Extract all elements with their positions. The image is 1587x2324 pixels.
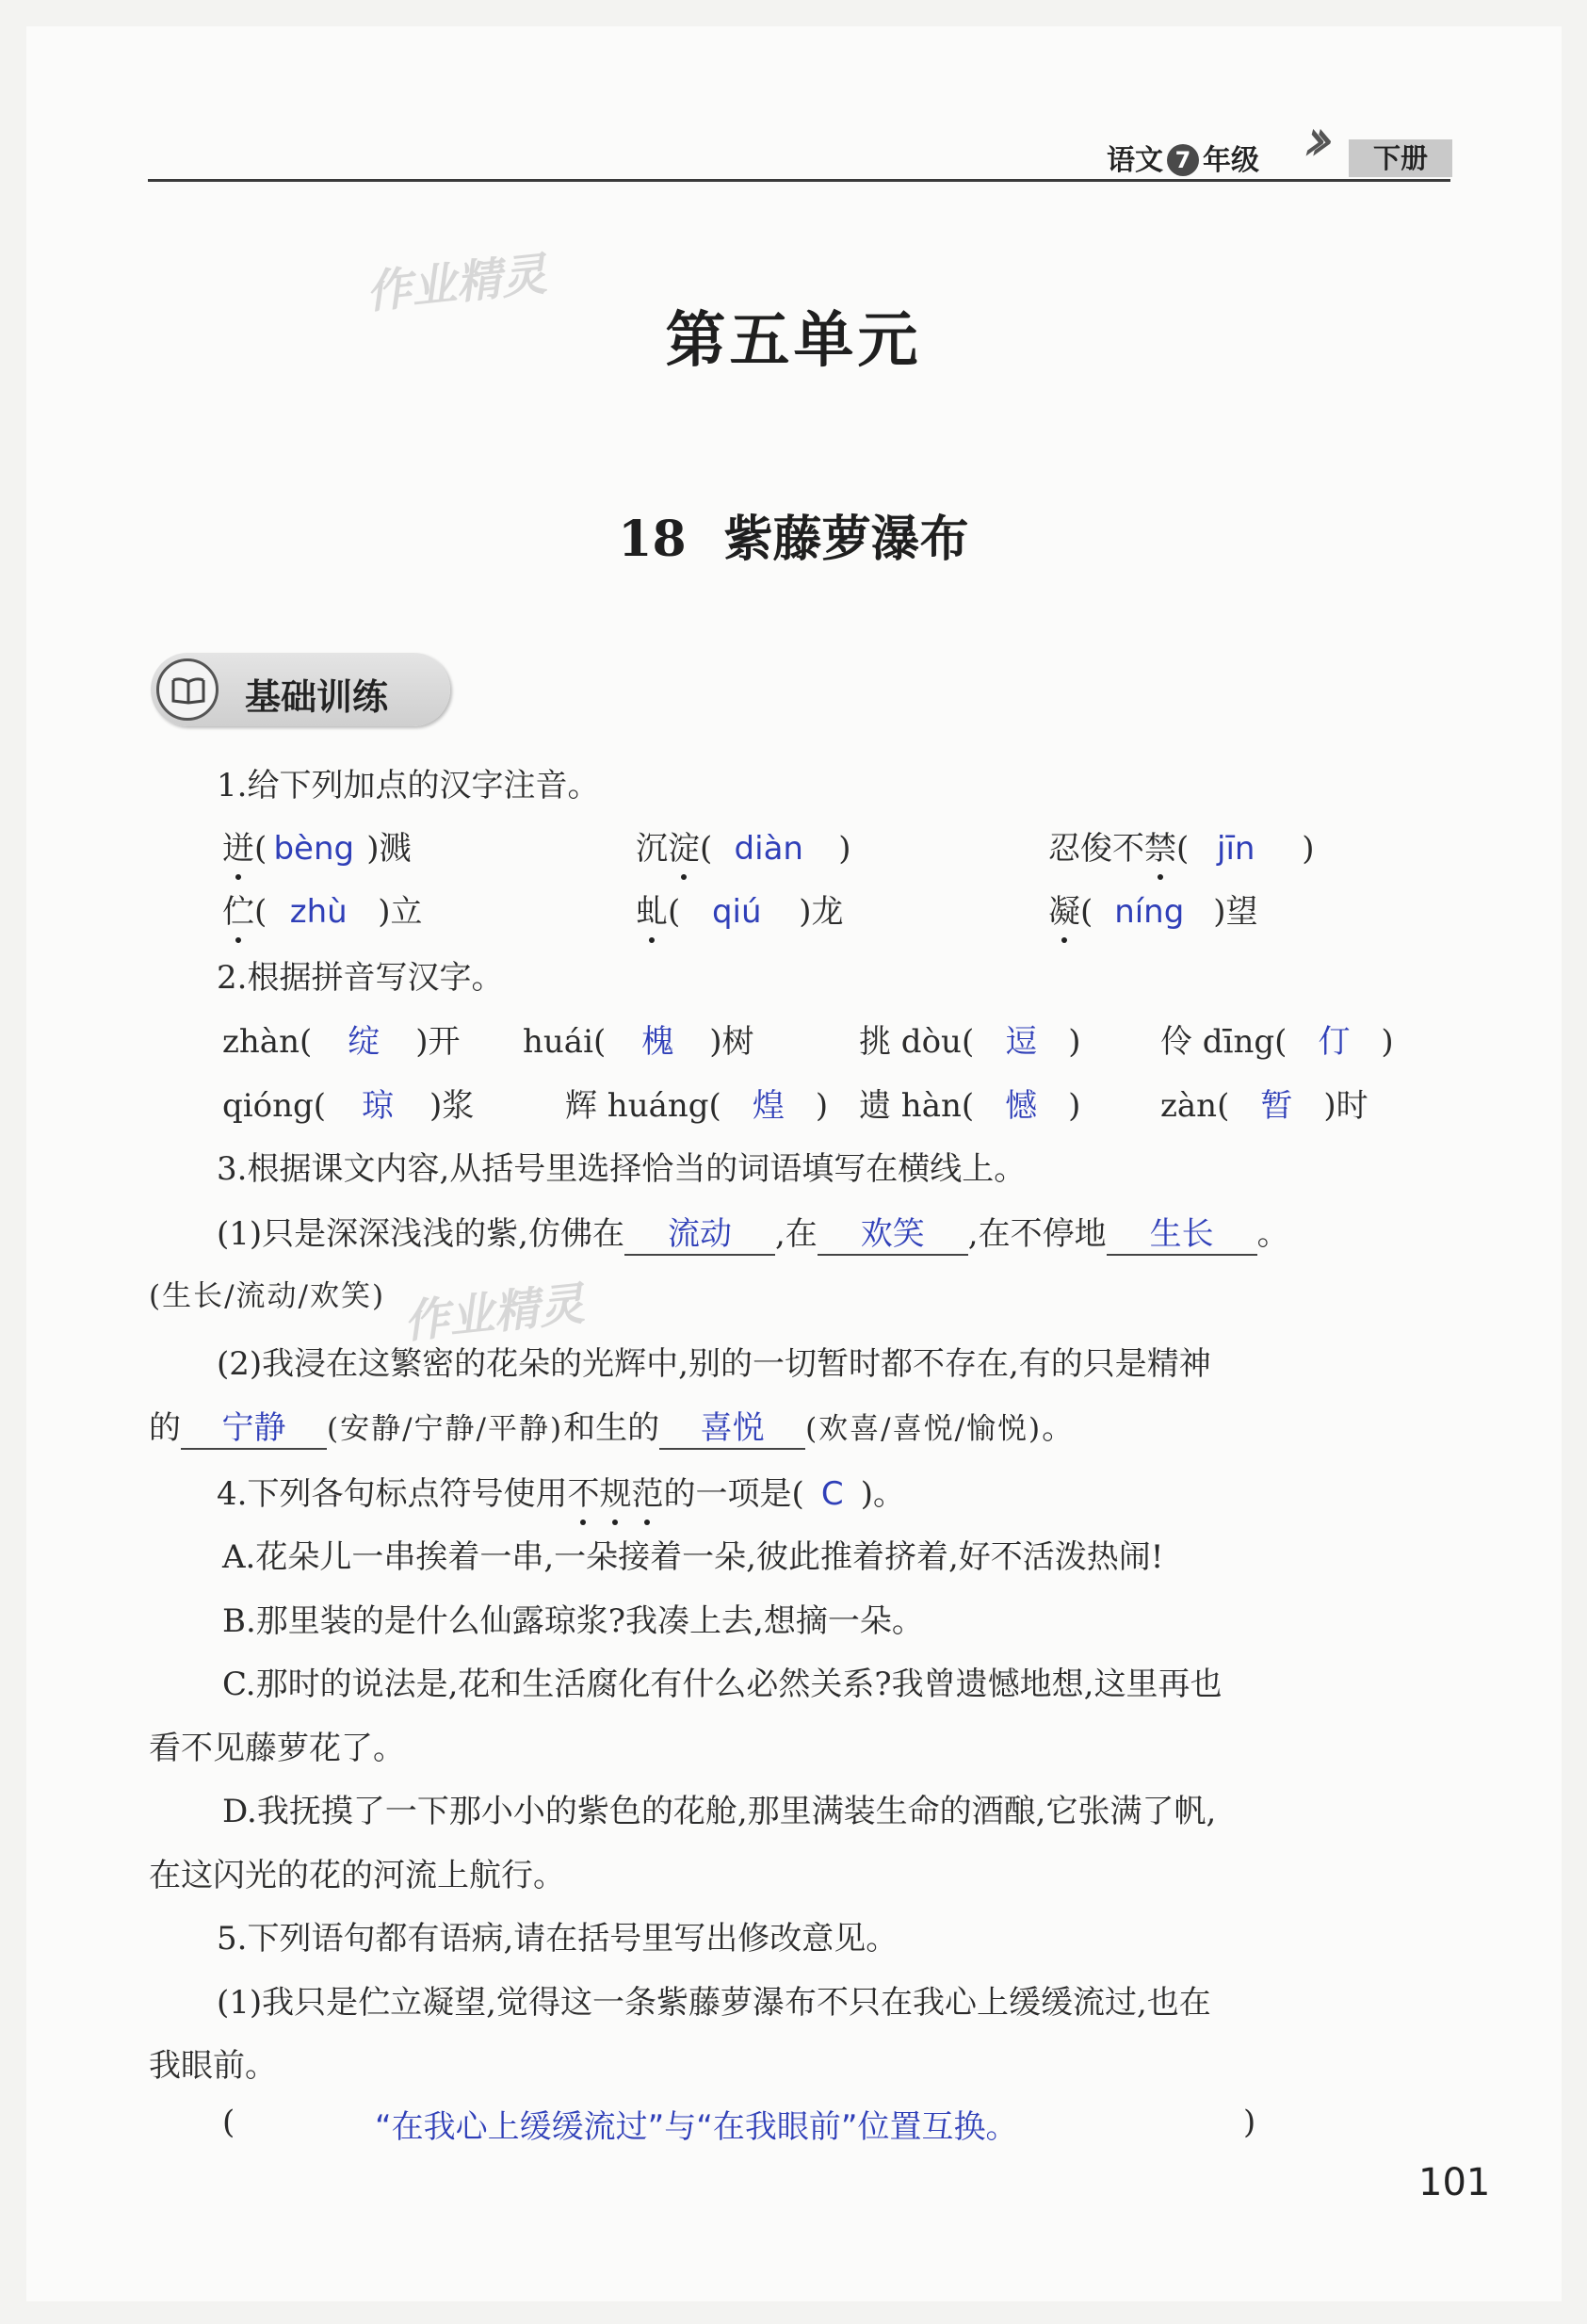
watermark-logo: 作业精灵 bbox=[364, 248, 549, 319]
q1-answer: zhù bbox=[289, 893, 348, 931]
header-subject bbox=[1107, 137, 1259, 178]
q2-answer: 暂 bbox=[1260, 1087, 1293, 1125]
watermark-logo: 作业精灵 bbox=[401, 1277, 587, 1349]
dotted-char: 不 bbox=[567, 1468, 599, 1514]
header-grade-suffix: 年级 bbox=[1203, 144, 1259, 177]
q4-option-d-cont: 在这闪光的花的河流上航行。 bbox=[149, 1857, 565, 1894]
lesson-title bbox=[0, 499, 1587, 570]
q5-answer: “在我心上缓缓流过”与“在我眼前”位置互换。 bbox=[375, 2108, 1018, 2146]
q2-prompt: 2.根据拼音写汉字。 bbox=[217, 959, 504, 997]
q5-sentence-1: (1)我只是伫立凝望,觉得这一条紫藤萝瀑布不只在我心上缓缓流过,也在 bbox=[217, 1984, 1211, 2022]
q2-item: huái( 槐 )树 bbox=[523, 1016, 753, 1062]
q5-prompt: 5.下列语句都有语病,请在括号里写出修改意见。 bbox=[217, 1920, 899, 1958]
header-subject-text: 语文 bbox=[1107, 144, 1163, 177]
lesson-number: 18 bbox=[618, 511, 687, 568]
q1-answer: diàn bbox=[734, 830, 803, 868]
q4-option-d: D.我抚摸了一下那小小的紫色的花舱,那里满装生命的酒酿,它张满了帆, bbox=[222, 1793, 1217, 1830]
dotted-char: 伫 bbox=[222, 886, 254, 932]
dotted-char: 规 bbox=[599, 1468, 631, 1514]
grade-number-badge: 7 bbox=[1167, 144, 1199, 176]
dotted-char: 禁 bbox=[1144, 822, 1176, 869]
q2-answer: 煌 bbox=[752, 1087, 785, 1125]
q4-option-c: C.那时的说法是,花和生活腐化有什么必然关系?我曾遗憾地想,这里再也 bbox=[222, 1666, 1223, 1703]
q2-answer: 仃 bbox=[1318, 1023, 1351, 1061]
q3-sentence-1: (1)只是深深浅浅的紫,仿佛在 流动 ,在 欢笑 ,在不停地 生长 。 bbox=[217, 1208, 1289, 1256]
q1-item: 伫( zhù )立 bbox=[222, 886, 423, 932]
unit-title: 第五单元 bbox=[665, 305, 922, 376]
double-chevron-icon: ›› bbox=[1295, 106, 1329, 175]
q3-prompt: 3.根据课文内容,从括号里选择恰当的词语填写在横线上。 bbox=[217, 1150, 1027, 1188]
q1-item: 忍俊不禁( jīn ) bbox=[1048, 822, 1315, 869]
q2-item: qióng( 琼 )浆 bbox=[222, 1080, 474, 1126]
q2-item: zàn( 暂 )时 bbox=[1160, 1080, 1368, 1126]
dotted-char: 范 bbox=[631, 1468, 663, 1514]
q2-answer: 琼 bbox=[362, 1087, 395, 1125]
q1-item: 迸( bèng )溅 bbox=[222, 822, 412, 869]
q1-prompt: 1.给下列加点的汉字注音。 bbox=[217, 767, 600, 804]
q1-answer: bèng bbox=[273, 830, 355, 868]
q4-answer: C bbox=[820, 1475, 844, 1513]
q1-answer: níng bbox=[1114, 893, 1185, 931]
q5-answer-close: ) bbox=[1243, 2104, 1256, 2141]
dotted-char: 凝 bbox=[1048, 886, 1080, 932]
header-volume: 下册 bbox=[1349, 139, 1452, 177]
q1-answer: jīn bbox=[1217, 830, 1255, 868]
q2-answer: 槐 bbox=[641, 1023, 674, 1061]
dotted-char: 淀 bbox=[668, 822, 700, 869]
dotted-emphasis bbox=[567, 1475, 663, 1513]
q1-answer: qiú bbox=[711, 893, 762, 931]
q1-item: 凝( níng )望 bbox=[1048, 886, 1258, 932]
q2-answer: 憾 bbox=[1005, 1087, 1038, 1125]
q2-item: 遗 hàn( 憾 ) bbox=[859, 1080, 1080, 1126]
dotted-char: 虬 bbox=[636, 886, 668, 932]
header-rule bbox=[148, 179, 1450, 182]
book-icon bbox=[156, 658, 219, 721]
q5-answer-open: ( bbox=[222, 2104, 235, 2141]
q3-blank: 宁静 bbox=[181, 1402, 327, 1450]
q3-blank: 生长 bbox=[1107, 1208, 1257, 1256]
q1-item: 沉淀( diàn ) bbox=[636, 822, 851, 869]
q3-sentence-2: (2)我浸在这繁密的花朵的光辉中,别的一切暂时都不存在,有的只是精神 bbox=[217, 1345, 1211, 1383]
q2-item: 辉 huáng( 煌 ) bbox=[565, 1080, 828, 1126]
dotted-char: 迸 bbox=[222, 822, 254, 869]
section-heading-text: 基础训练 bbox=[245, 675, 389, 718]
q2-item: 伶 dīng( 仃 ) bbox=[1160, 1016, 1394, 1062]
q4-option-c-cont: 看不见藤萝花了。 bbox=[149, 1730, 405, 1767]
q4-option-a: A.花朵儿一串挨着一串,一朵接着一朵,彼此推着挤着,好不活泼热闹! bbox=[222, 1538, 1164, 1576]
q3-sentence-2-cont: 的 宁静 (安静/宁静/平静)和生的 喜悦 (欢喜/喜悦/愉悦)。 bbox=[149, 1402, 1074, 1450]
q1-item: 虬( qiú )龙 bbox=[636, 886, 844, 932]
q3-options-1: (生长/流动/欢笑) bbox=[149, 1279, 386, 1313]
q3-blank: 欢笑 bbox=[818, 1208, 968, 1256]
page-number: 101 bbox=[1418, 2161, 1491, 2204]
q5-sentence-1-cont: 我眼前。 bbox=[149, 2047, 277, 2085]
lesson-name: 紫藤萝瀑布 bbox=[723, 511, 969, 568]
q2-item: 挑 dòu( 逗 ) bbox=[859, 1016, 1080, 1062]
q2-answer: 逗 bbox=[1005, 1023, 1038, 1061]
q4-option-b: B.那里装的是什么仙露琼浆?我凑上去,想摘一朵。 bbox=[222, 1602, 924, 1640]
q4-prompt: 4.下列各句标点符号使用不规范的一项是( C )。 bbox=[217, 1468, 905, 1514]
q3-blank: 流动 bbox=[624, 1208, 775, 1256]
q3-blank: 喜悦 bbox=[659, 1402, 805, 1450]
section-heading bbox=[151, 653, 450, 726]
q2-answer: 绽 bbox=[348, 1023, 381, 1061]
q2-item: zhàn( 绽 )开 bbox=[222, 1016, 461, 1062]
